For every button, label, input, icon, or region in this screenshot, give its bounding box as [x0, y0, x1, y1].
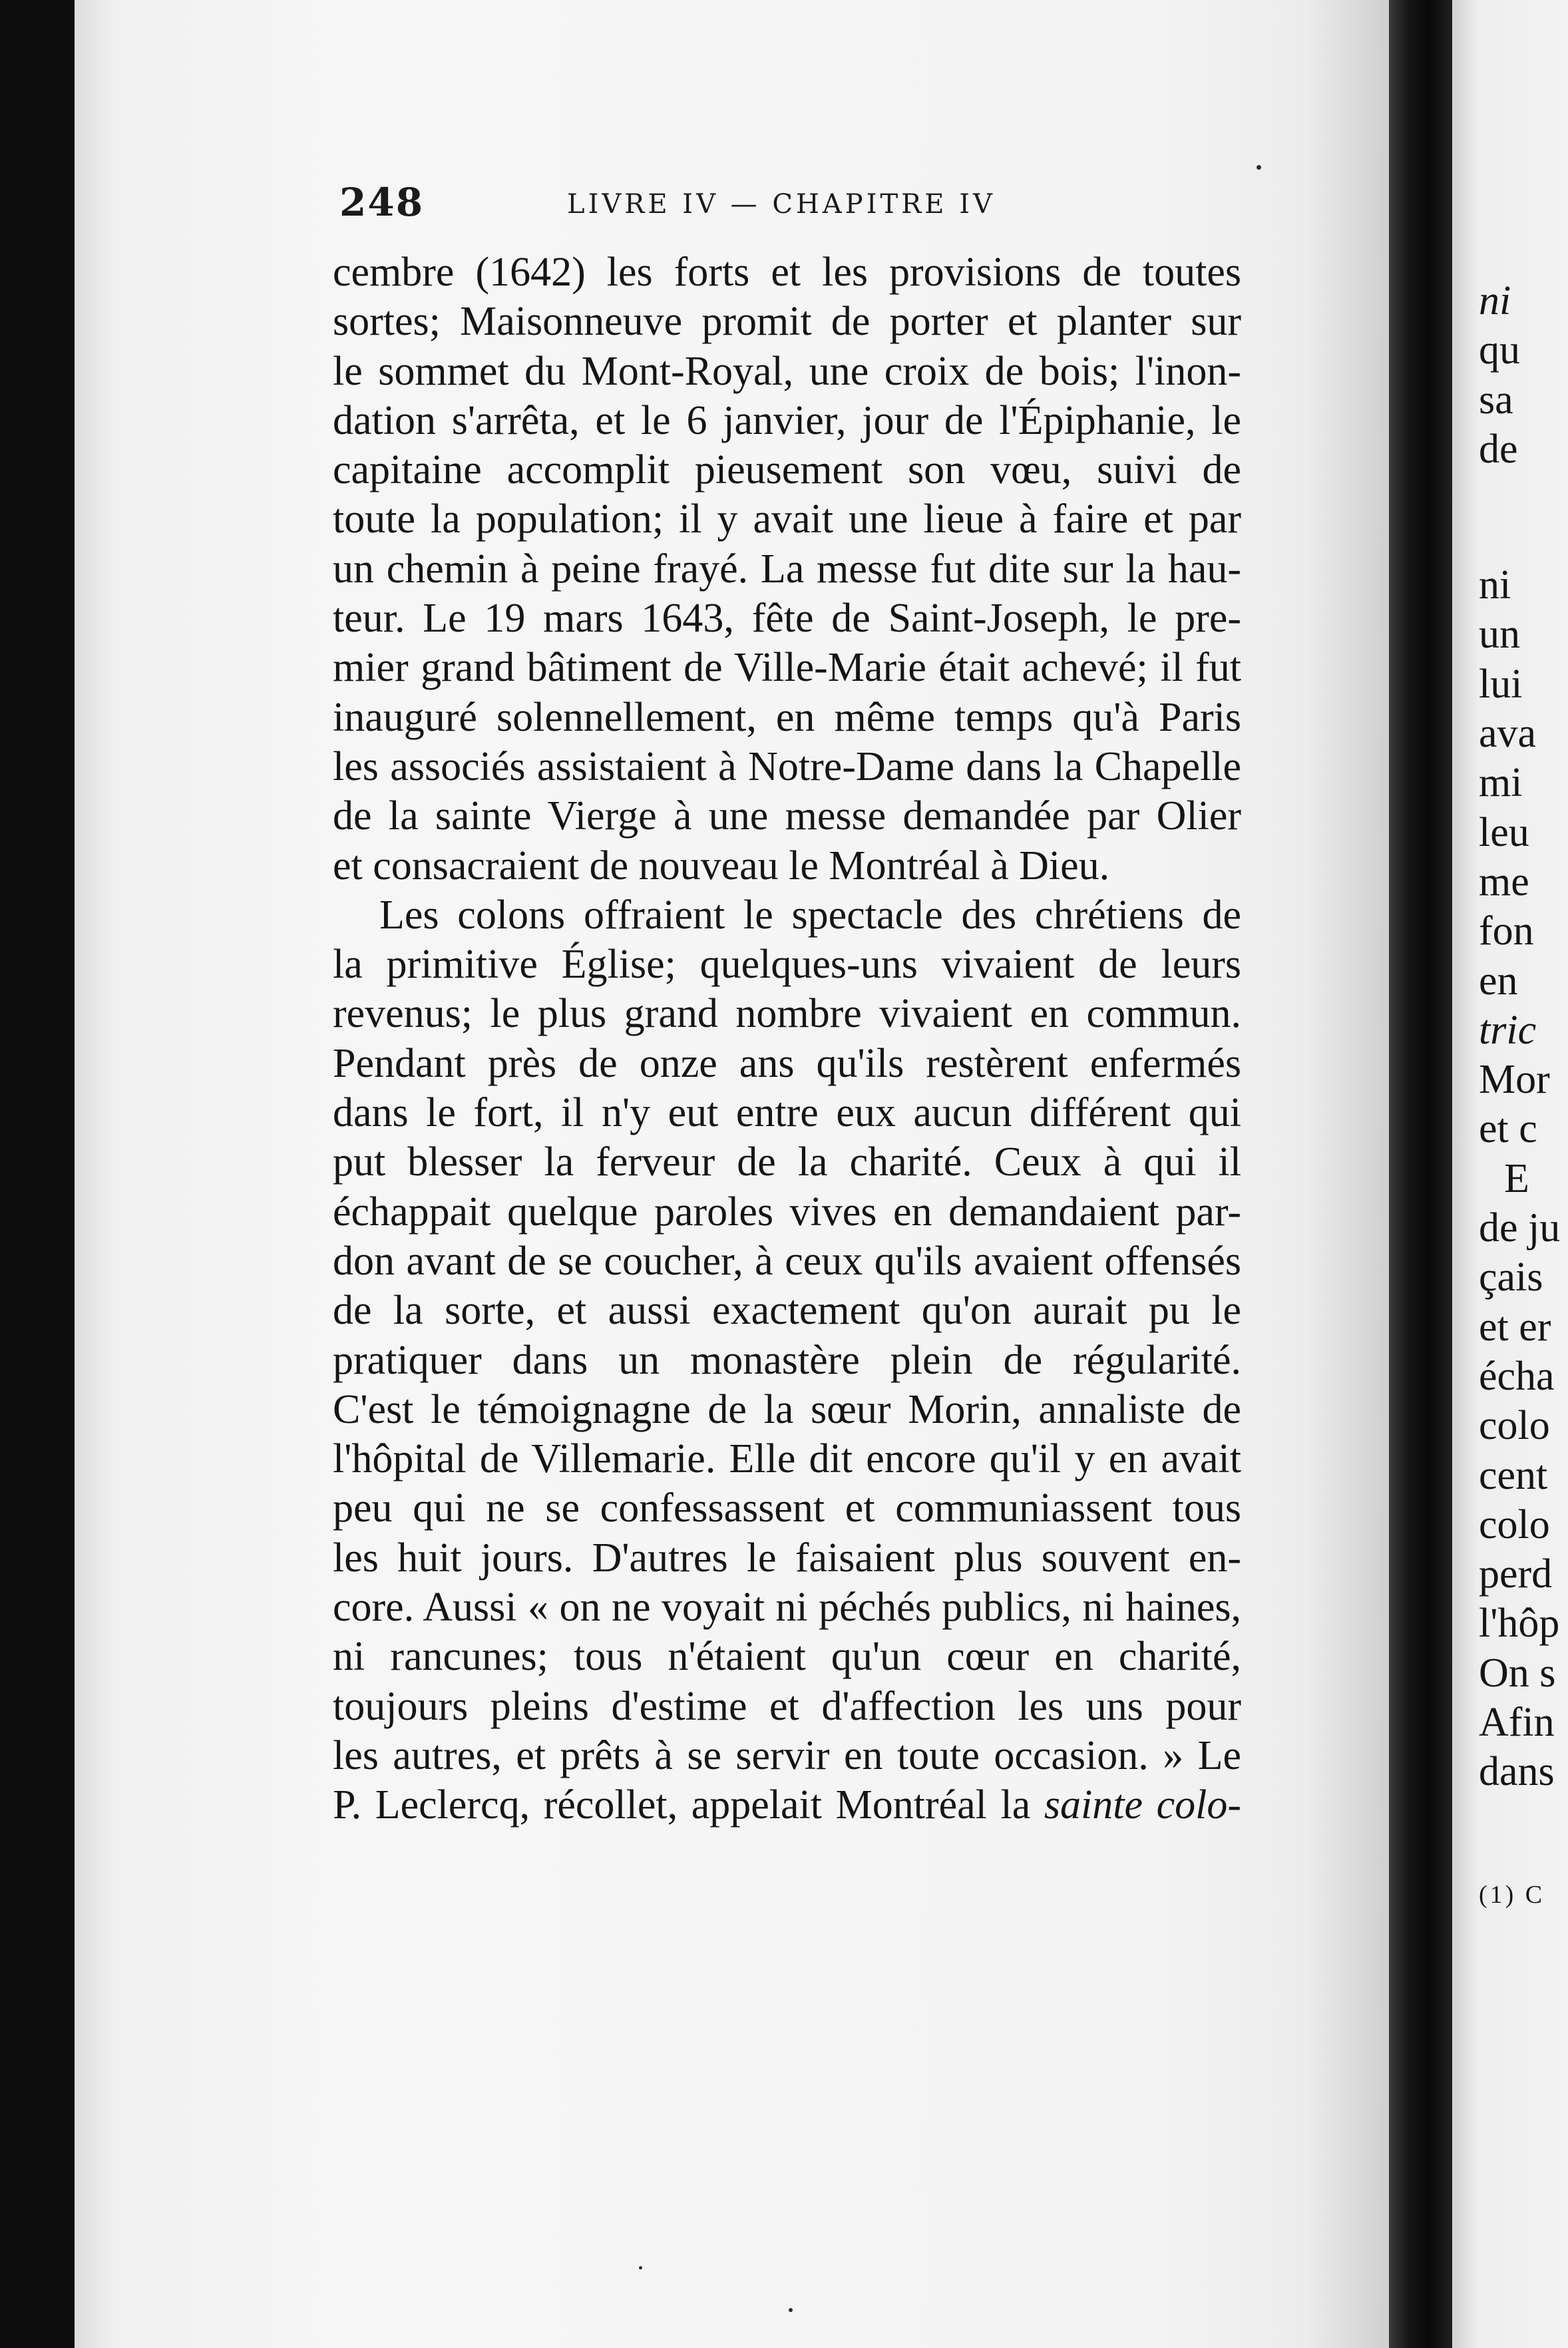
right-fragment: tric: [1479, 1007, 1537, 1053]
text-line: teur. Le 19 mars 1643, fête de Saint-Joseph, le pre-: [333, 596, 1241, 642]
scan-speck: [639, 2266, 642, 2269]
right-fragment: fon: [1479, 908, 1534, 954]
right-footnote: (1) C: [1479, 1880, 1545, 1909]
final-text-line: [333, 1780, 1241, 1830]
body-text: [333, 248, 1241, 1830]
right-fragment: ni: [1479, 278, 1511, 323]
right-page-text: [1479, 276, 1568, 1919]
text-line: dans le fort, il n'y eut entre eux aucun différent qui: [333, 1090, 1241, 1136]
right-fragment: l'hôp: [1479, 1601, 1560, 1647]
text-line: dation s'arrêta, et le 6 janvier, jour de l'Épiphanie, le: [333, 397, 1241, 443]
text-line: les huit jours. D'autres le faisaient plus souvent en-: [333, 1535, 1241, 1581]
text-line: Pendant près de onze ans qu'ils restèrent enfermés: [333, 1040, 1241, 1086]
text-line: revenus; le plus grand nombre vivaient en commun.: [333, 991, 1241, 1037]
right-fragment: et er: [1479, 1304, 1551, 1350]
right-fragment: perd: [1479, 1551, 1553, 1597]
right-fragment: Afin: [1479, 1700, 1555, 1746]
page-number: 248: [339, 180, 425, 225]
right-fragment: Mor: [1479, 1057, 1550, 1103]
text-line: peu qui ne se confessassent et communiassent tous: [333, 1485, 1241, 1531]
text-line: mier grand bâtiment de Ville-Marie était achevé; il fut: [333, 645, 1241, 691]
text-line: échappait quelque paroles vives en demandaient par-: [333, 1189, 1241, 1235]
text-line: cembre (1642) les forts et les provisions de toutes: [333, 250, 1241, 295]
right-fragment: çais: [1479, 1255, 1543, 1300]
scan-speck: [789, 2308, 793, 2312]
right-fragment: et c: [1479, 1106, 1537, 1152]
right-fragment: leu: [1479, 809, 1529, 855]
right-fragment: sa: [1479, 377, 1513, 423]
right-fragment: cent: [1479, 1452, 1548, 1498]
right-fragment: me: [1479, 859, 1529, 904]
final-line-italic: sainte colo-: [1044, 1782, 1241, 1828]
text-line: les autres, et prêts à se servir en toute occasion. » Le: [333, 1732, 1241, 1778]
text-line: ni rancunes; tous n'étaient qu'un cœur en charité,: [333, 1634, 1241, 1680]
right-fragment: On s: [1479, 1650, 1556, 1696]
right-fragment: E: [1504, 1155, 1529, 1201]
right-fragment: colo: [1479, 1501, 1550, 1547]
right-fragment: dans: [1479, 1749, 1555, 1795]
text-line: don avant de se coucher, à ceux qu'ils avaient offensés: [333, 1238, 1241, 1284]
right-fragment: un: [1479, 612, 1520, 658]
text-line: inauguré solennellement, en même temps qu'à Paris: [333, 694, 1241, 740]
right-fragment: en: [1479, 958, 1518, 1004]
right-fragment: ni: [1479, 562, 1511, 608]
final-line-prefix: P. Leclercq, récollet, appelait Montréal la: [333, 1782, 1044, 1828]
text-line: C'est le témoignagne de la sœur Morin, annaliste de: [333, 1386, 1241, 1432]
right-fragment: lui: [1479, 661, 1523, 707]
text-line: l'hôpital de Villemarie. Elle dit encore qu'il y en avait: [333, 1436, 1241, 1482]
text-line: capitaine accomplit pieusement son vœu, suivi de: [333, 447, 1241, 493]
text-line: de la sorte, et aussi exactement qu'on aurait pu le: [333, 1288, 1241, 1334]
right-fragment: colo: [1479, 1403, 1550, 1449]
right-fragment: écha: [1479, 1353, 1555, 1399]
right-fragment: qu: [1479, 327, 1520, 373]
paragraph-start-line: Les colons offraient le spectacle des chrétiens de: [379, 892, 1241, 938]
right-fragment: de ju: [1479, 1205, 1561, 1251]
text-line: les associés assistaient à Notre-Dame dans la Chapelle: [333, 743, 1241, 789]
running-head: LIVRE IV — CHAPITRE IV: [567, 189, 996, 220]
page-header: [339, 180, 1251, 240]
right-spacer: [1479, 474, 1568, 560]
text-line: toute la population; il y avait une lieue à faire et par: [333, 496, 1241, 542]
text-line: le sommet du Mont-Royal, une croix de bois; l'inon-: [333, 348, 1241, 394]
text-line: toujours pleins d'estime et d'affection les uns pour: [333, 1683, 1241, 1729]
text-line: core. Aussi « on ne voyait ni péchés publics, ni haines,: [333, 1585, 1241, 1631]
text-line: de la sainte Vierge à une messe demandée par Olier: [333, 793, 1241, 839]
text-line: pratiquer dans un monastère plein de régularité.: [333, 1337, 1241, 1383]
paragraph-end-line: et consacraient de nouveau le Montréal à Dieu.: [333, 843, 1110, 888]
right-fragment: ava: [1479, 711, 1537, 757]
text-line: un chemin à peine frayé. La messe fut dite sur la hau-: [333, 546, 1241, 592]
text-line: put blesser la ferveur de la charité. Ceux à qui il: [333, 1139, 1241, 1185]
right-fragment: de: [1479, 426, 1518, 472]
text-line: la primitive Église; quelques-uns vivaient de leurs: [333, 942, 1241, 988]
text-line: sortes; Maisonneuve promit de porter et planter sur: [333, 299, 1241, 345]
scan-speck: [1257, 165, 1261, 170]
right-fragment: mi: [1479, 760, 1523, 806]
book-gutter: [1389, 0, 1452, 2348]
